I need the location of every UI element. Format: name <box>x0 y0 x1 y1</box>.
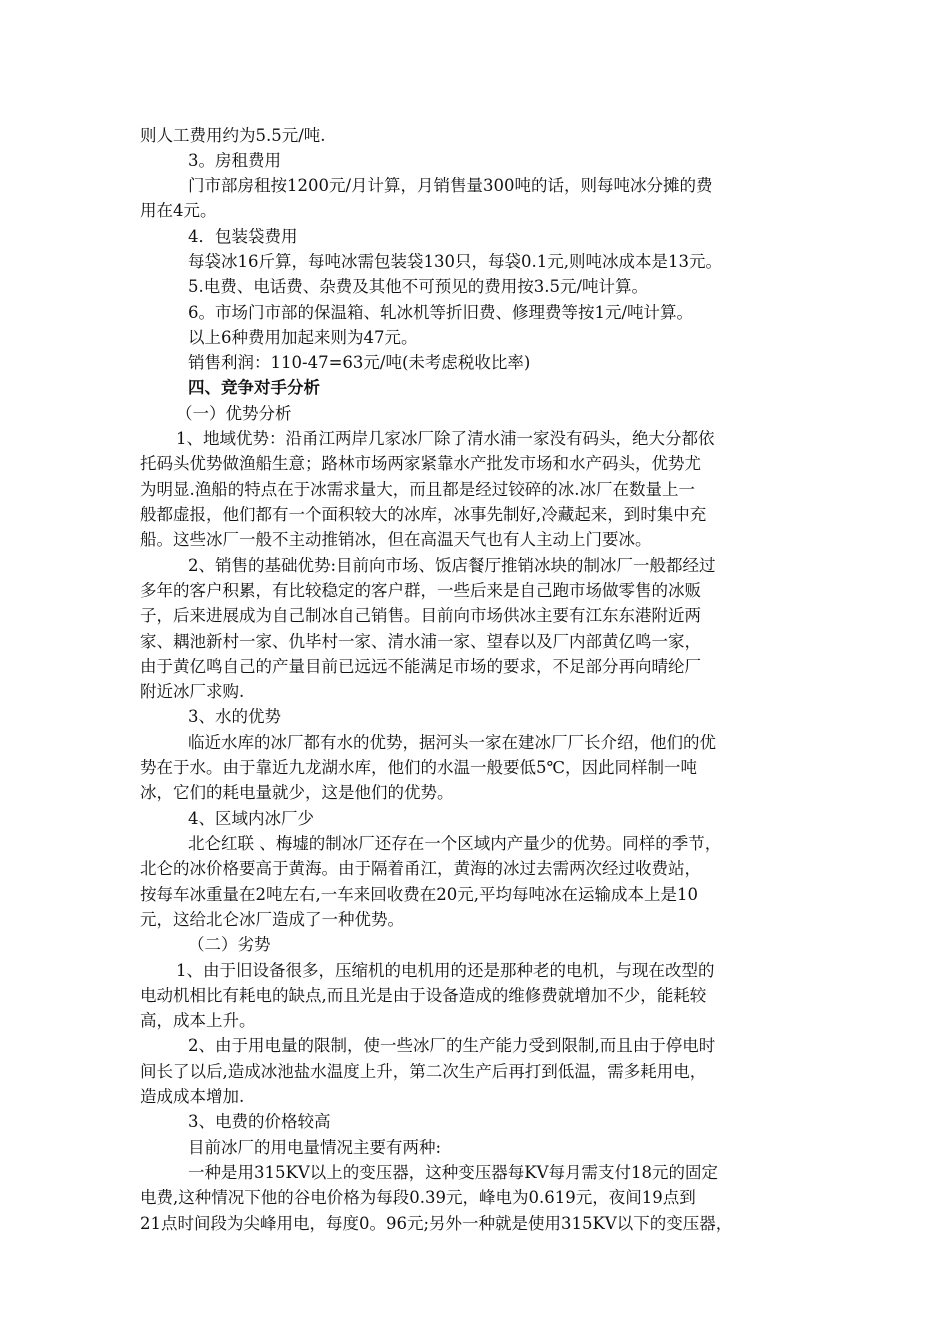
text-line: 元，这给北仑冰厂造成了一种优势。 <box>140 910 404 929</box>
text-line: 1、由于旧设备很多，压缩机的电机用的还是那种老的电机，与现在改型的 <box>176 961 715 980</box>
text-line: 目前冰厂的用电量情况主要有两种: <box>188 1138 442 1157</box>
section-item: 3、水的优势 <box>188 707 281 726</box>
text-line: 托码头优势做渔船生意；路林市场两家紧靠水产批发市场和水产码头，优势尤 <box>140 454 701 473</box>
text-line: 势在于水。由于靠近九龙湖水库，他们的水温一般要低5℃，因此同样制一吨 <box>140 758 697 777</box>
text-line: 门市部房租按1200元/月计算，月销售量300吨的话，则每吨冰分摊的费 <box>188 176 713 195</box>
text-line: 船。这些冰厂一般不主动推销冰，但在高温天气也有人主动上门要冰。 <box>140 530 652 549</box>
text-line: 用在4元。 <box>140 201 217 220</box>
text-line: 由于黄亿鸣自己的产量目前已远远不能满足市场的要求，不足部分再向晴纶厂 <box>140 657 701 676</box>
section-item: 4．包装袋费用 <box>188 227 298 246</box>
text-line: 临近水库的冰厂都有水的优势，据河头一家在建冰厂厂长介绍，他们的优 <box>188 733 716 752</box>
text-line: 1、地域优势：沿甬江两岸几家冰厂除了清水浦一家没有码头，绝大分都依 <box>176 429 715 448</box>
text-line: 则人工费用约为5.5元/吨. <box>140 126 326 145</box>
text-line: 一种是用315KV以上的变压器，这种变压器每KV每月需支付18元的固定 <box>188 1163 718 1182</box>
text-line: 按每车冰重量在2吨左右,一车来回收费在20元,平均每吨冰在运输成本上是10 <box>140 885 698 904</box>
text-line: 高，成本上升。 <box>140 1011 256 1030</box>
text-line: 般都虚报，他们都有一个面积较大的冰库，冰事先制好,冷藏起来，到时集中充 <box>140 505 707 524</box>
text-line: 5.电费、电话费、杂费及其他不可预见的费用按3.5元/吨计算。 <box>188 277 649 296</box>
text-line: 2、由于用电量的限制，使一些冰厂的生产能力受到限制,而且由于停电时 <box>188 1036 716 1055</box>
text-line: 造成成本增加. <box>140 1087 245 1106</box>
section-item: 3。房租费用 <box>188 151 281 170</box>
text-line: 附近冰厂求购. <box>140 682 245 701</box>
subsection-heading: （一）优势分析 <box>176 404 292 423</box>
text-line: 子，后来进展成为自己制冰自己销售。目前向市场供冰主要有江东东港附近两 <box>140 606 701 625</box>
text-line: 间长了以后,造成冰池盐水温度上升，第二次生产后再打到低温，需多耗用电， <box>140 1062 707 1081</box>
text-line: 北仑的冰价格要高于黄海。由于隔着甬江，黄海的冰过去需两次经过收费站， <box>140 859 701 878</box>
text-line: 为明显.渔船的特点在于冰需求量大，而且都是经过铰碎的冰.冰厂在数量上一 <box>140 480 695 499</box>
subsection-heading: （二）劣势 <box>188 935 271 954</box>
text-line: 21点时间段为尖峰用电，每度0。96元;另外一种就是使用315KV以下的变压器， <box>140 1214 733 1233</box>
text-line: 2、销售的基础优势:目前向市场、饭店餐厅推销冰块的制冰厂一般都经过 <box>188 556 716 575</box>
text-line: 6。市场门市部的保温箱、轧冰机等折旧费、修理费等按1元/吨计算。 <box>188 303 694 322</box>
section-item: 3、电费的价格较高 <box>188 1112 331 1131</box>
text-line: 每袋冰16斤算，每吨冰需包装袋130只，每袋0.1元,则吨冰成本是13元。 <box>188 252 722 271</box>
section-item: 4、区域内冰厂少 <box>188 809 314 828</box>
text-line: 电动机相比有耗电的缺点,而且光是由于设备造成的维修费就增加不少，能耗较 <box>140 986 707 1005</box>
text-line: 北仑红联 、梅墟的制冰厂还存在一个区域内产量少的优势。同样的季节， <box>188 834 722 853</box>
text-line: 家、耦池新村一家、仇毕村一家、清水浦一家、望春以及厂内部黄亿鸣一家， <box>140 632 701 651</box>
text-line: 销售利润：110-47=63元/吨(未考虑税收比率) <box>188 353 531 372</box>
text-line: 多年的客户积累，有比较稳定的客户群，一些后来是自己跑市场做零售的冰贩 <box>140 581 701 600</box>
text-line: 冰，它们的耗电量就少，这是他们的优势。 <box>140 783 454 802</box>
section-heading: 四、竞争对手分析 <box>188 378 320 397</box>
text-line: 以上6种费用加起来则为47元。 <box>188 328 418 347</box>
text-line: 电费,这种情况下他的谷电价格为每段0.39元，峰电为0.619元，夜间19点到 <box>140 1188 696 1207</box>
